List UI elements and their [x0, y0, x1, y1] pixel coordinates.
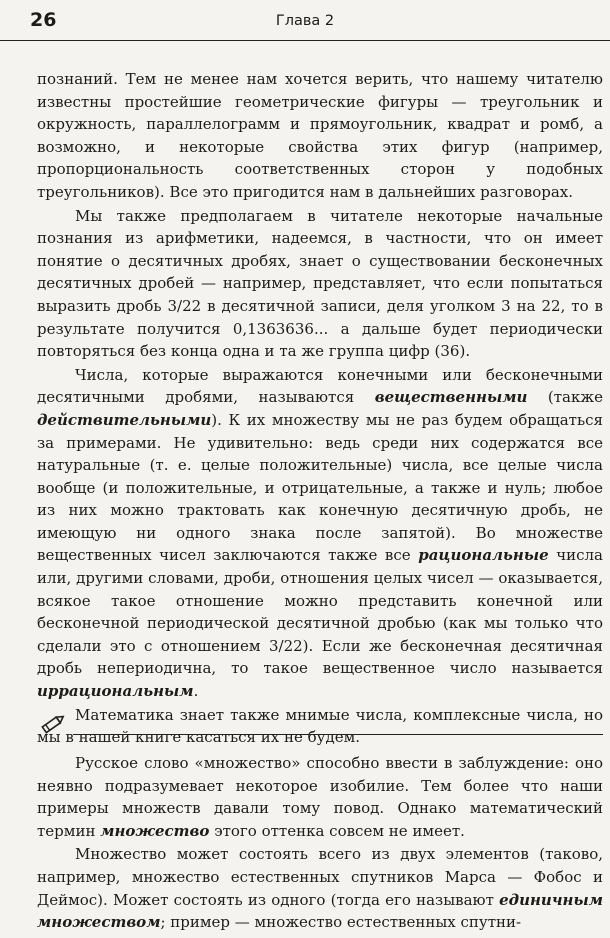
text-span: ). К их множеству мы не раз будем обращаться за примерами. Не удивительно: ведь среди них содержатся все натуральные (т. е. целые положительные) числа, все целые числа вообще (и положительные, и отрицательные, а также и нуль; любое из них можно трактовать как конечную десятичную дробь, не имеющую ни одного знака после запятой). Во множестве вещественных чисел заключаются также все	[37, 410, 603, 565]
page-header	[0, 0, 610, 41]
term-valid: действительными	[37, 410, 212, 429]
text-span: Русское слово «множество» способно ввести в заблуждение: оно неявно подразумевает некоторое изобилие. Тем более что наши примеры множеств давали тому повод. Однако математический термин	[37, 754, 603, 840]
pencil-icon	[37, 713, 67, 737]
term-rational: рациональные	[418, 546, 549, 565]
term-irrational: иррациональным	[37, 682, 194, 701]
note-paragraph-2	[37, 843, 603, 933]
term-real: вещественными	[374, 388, 528, 407]
note-text	[37, 752, 603, 934]
page-number: 26	[30, 9, 57, 31]
text-span: .	[193, 682, 199, 701]
term-singleton-set: единичным множеством	[37, 890, 603, 932]
paragraph-4: Математика знает также мнимые числа, комплексные числа, но мы в нашей книге касаться их не будем.	[37, 705, 603, 747]
text-span: ; пример — множество естественных спутни-	[160, 913, 522, 932]
paragraph-2: Мы также предполагаем в читателе некоторые начальные познания из арифметики, надеемся, в частности, что он имеет понятие о десятичных дробях, знает о существовании бесконечных десятичных дробей — например, представляет, что если попытаться выразить дробь 3/22 в десятичной записи, деля уголком 3 на 22, то в результате получится 0,1363636... а дальше будет периодически повторяться без конца одна и та же группа цифр (36).	[37, 206, 603, 361]
text-span: (также	[527, 388, 604, 407]
text-span: этого оттенка совсем не имеет.	[209, 821, 465, 840]
note-paragraph-1	[37, 752, 603, 842]
term-set: множество	[100, 821, 210, 840]
text-span: числа или, другими словами, дроби, отношения целых чисел — оказывается, всякое такое отношение можно представить конечной или бесконечной периодической десятичной дробью (как мы только что сделали это с отношением 3/22). Если же бесконечная десятичная дробь непериодична, то такое вещественное число называется	[37, 546, 603, 678]
paragraph-1: познаний. Тем не менее нам хочется верить, что нашему читателю известны простейшие геометрические фигуры — треугольник и окружность, параллелограмм и прямоугольник, квадрат и ромб, а возможно, и некоторые свойства этих фигур (например, пропорциональность соответственных сторон у подобных треугольников). Все это пригодится нам в дальнейших разговорах.	[37, 70, 603, 201]
divider-line	[73, 734, 603, 735]
text-span: Числа, которые выражаются конечными или бесконечными десятичными дробями, называются	[37, 365, 603, 407]
text-span: Множество может состоять всего из двух элементов (таково, например, множество естественных спутников Марса — Фобос и Деймос). Может состоять из одного (тогда его называют	[37, 845, 603, 909]
main-text	[37, 68, 603, 749]
running-head: Глава 2	[275, 13, 335, 29]
paragraph-3	[37, 364, 603, 703]
note-divider	[37, 713, 603, 737]
